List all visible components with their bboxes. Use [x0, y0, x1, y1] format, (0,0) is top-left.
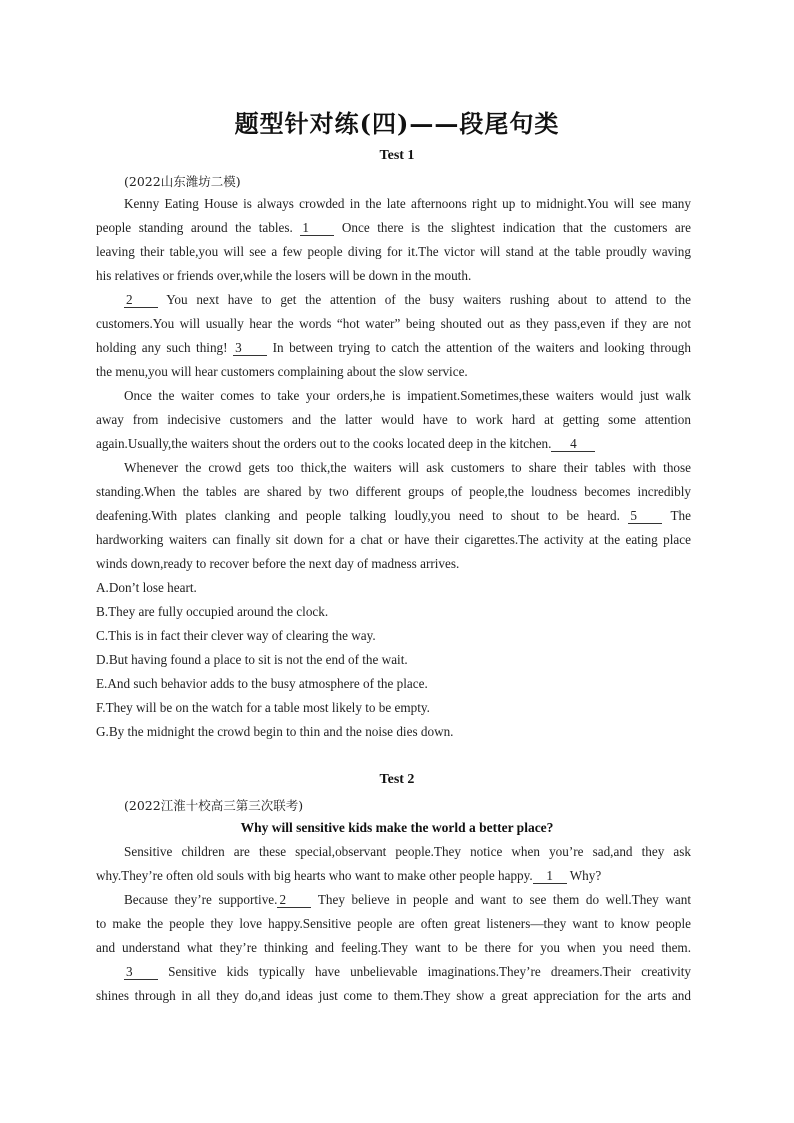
- blank-1[interactable]: 1: [300, 221, 334, 236]
- test2-p3-line1: 3 Sensitive kids typically have unbelievable imaginations.They’re dreamers.Their creativity: [126, 964, 691, 979]
- option-b[interactable]: B.They are fully occupied around the clock.: [96, 604, 329, 619]
- test2-p1-line2: why.They’re often old souls with big hearts who want to make other people happy. 1 Why?: [96, 868, 602, 883]
- test1-p2-line2: customers.You will usually hear the words “hot water” being shouted out as they pass,even if they are not: [96, 316, 691, 331]
- test1-p4-line4: hardworking waiters can finally sit down for a chat or have their cigarettes.The activity at the eating place: [96, 532, 691, 547]
- option-d[interactable]: D.But having found a place to sit is not the end of the wait.: [96, 652, 408, 667]
- test2-source: (2022江淮十校高三第三次联考): [124, 798, 304, 813]
- test1-p1-line1: Kenny Eating House is always crowded in the late afternoons right up to midnight.You will see many: [124, 196, 691, 211]
- option-c[interactable]: C.This is in fact their clever way of clearing the way.: [96, 628, 376, 643]
- test2-p3-line2: shines through in all they do,and ideas just come to them.They show a great appreciation for the arts and: [96, 988, 691, 1003]
- test1-p3-line2: away from indecisive customers and the latter would have to work hard at getting some attention: [96, 412, 691, 427]
- test2-blank-1[interactable]: 1: [533, 869, 567, 884]
- test2-p1-line1: Sensitive children are these special,observant people.They notice when you’re sad,and they ask: [124, 844, 691, 859]
- test1-p2-line1: 2 You next have to get the attention of the busy waiters rushing about to attend to the: [126, 292, 691, 307]
- option-f[interactable]: F.They will be on the watch for a table most likely to be empty.: [96, 700, 430, 715]
- option-g[interactable]: G.By the midnight the crowd begin to thin and the noise dies down.: [96, 724, 454, 739]
- test2-p2-line3: and understand what they’re thinking and feeling.They want to be there for you when you need them.: [96, 940, 691, 955]
- test1-p2-line3: holding any such thing! 3 In between trying to catch the attention of the waiters and looking through: [96, 340, 691, 355]
- test1-source: (2022山东潍坊二模): [124, 174, 241, 189]
- test1-p3-line1: Once the waiter comes to take your orders,he is impatient.Sometimes,these waiters would just walk: [124, 388, 691, 403]
- blank-5[interactable]: 5: [628, 509, 662, 524]
- test2-blank-2[interactable]: 2: [277, 893, 311, 908]
- page-title: 题型针对练(四)——段尾句类: [234, 109, 560, 138]
- test1-p4-line1: Whenever the crowd gets too thick,the waiters will ask customers to share their tables with those: [124, 460, 691, 475]
- test1-p3-line3: again.Usually,the waiters shout the orders out to the cooks located deep in the kitchen. 4: [96, 436, 595, 452]
- blank-2[interactable]: 2: [124, 293, 158, 308]
- option-e[interactable]: E.And such behavior adds to the busy atmosphere of the place.: [96, 676, 428, 691]
- test2-blank-3[interactable]: 3: [124, 965, 158, 980]
- blank-3[interactable]: 3: [233, 341, 267, 356]
- test2-subtitle: Why will sensitive kids make the world a better place?: [240, 820, 554, 835]
- test1-p4-line3: deafening.With plates clanking and people talking loudly,you need to shout to be heard. 5 The: [96, 508, 691, 523]
- test2-p2-line1: Because they’re supportive. 2 They believe in people and want to see them do well.They want: [124, 892, 692, 907]
- test2-heading: Test 2: [379, 772, 415, 787]
- test2-p2-line2: to make the people they love happy.Sensitive people are often great listeners—they want to know people: [96, 916, 691, 931]
- test1-p4-line2: standing.When the tables are shared by two different groups of people,the loudness becomes incredibly: [96, 484, 691, 499]
- test1-p1-line3: leaving their table,you will see a few people diving for it.The victor will stand at the table proudly waving: [96, 244, 691, 259]
- option-a[interactable]: A.Don’t lose heart.: [96, 580, 197, 595]
- test1-heading: Test 1: [379, 148, 415, 163]
- test1-p1-line2: people standing around the tables. 1 Once there is the slightest indication that the customers are: [96, 220, 691, 235]
- test1-p4-line5: winds down,ready to recover before the next day of madness arrives.: [96, 556, 460, 571]
- test1-p1-line4: his relatives or friends over,while the losers will be down in the mouth.: [96, 268, 472, 283]
- test1-p2-line4: the menu,you will hear customers complaining about the slow service.: [96, 364, 468, 379]
- blank-4[interactable]: 4: [551, 437, 595, 452]
